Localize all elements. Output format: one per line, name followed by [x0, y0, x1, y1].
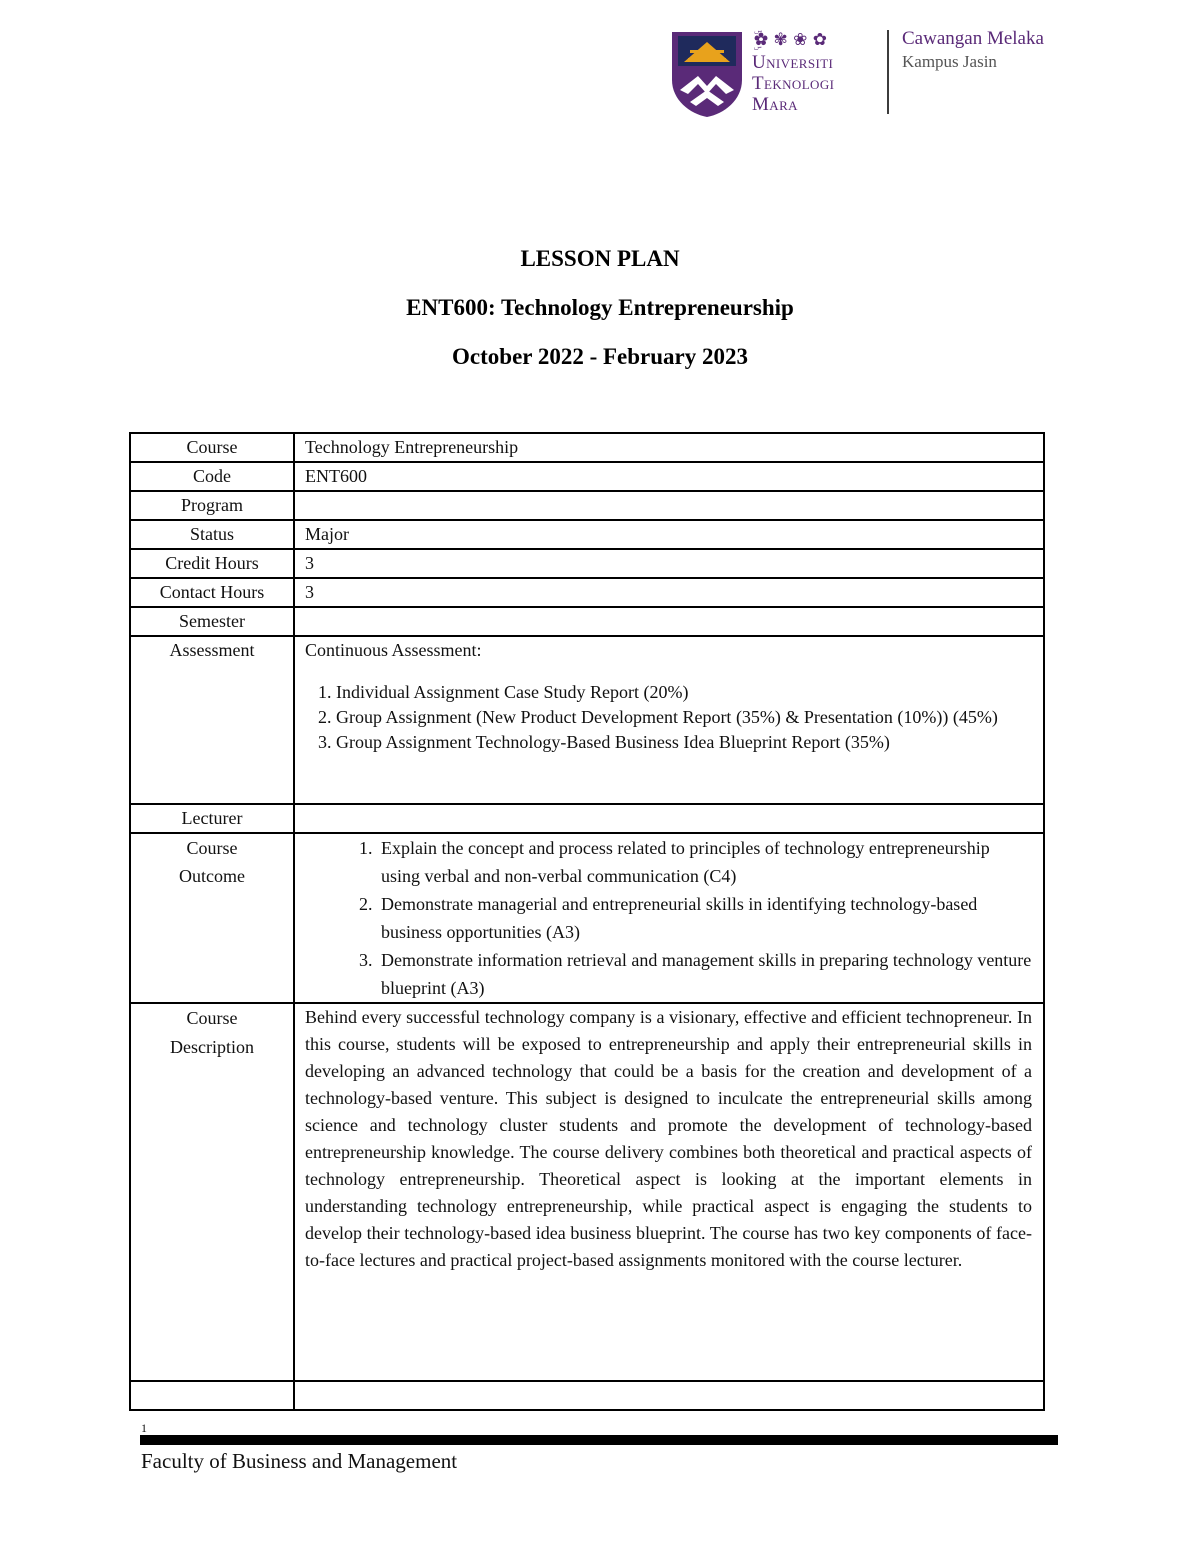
- branch-name: Cawangan Melaka: [902, 28, 1044, 49]
- course-description-value: Behind every successful technology company is a visionary, effective and efficient technopreneur. In this course, students will be exposed to entrepreneurship and apply their entrepreneurial skills in developing an advanced technology that could be a basis for the creation and development of a technology-based venture. This subject is designed to inculcate the entrepreneurial skills among science and technology cluster students and promote the development of technology-based entrepreneurship knowledge. The course delivery combines both theoretical and practical aspects of technology entrepreneurship. Theoretical aspect is looking at the important elements in understanding technology entrepreneurship, while practical aspect is engaging the students to develop their technology-based idea business blueprint. The course has two key components of face-to-face lectures and practical project-based assignments monitored with the course lecturer.: [294, 1003, 1044, 1381]
- contact-hours-label: Contact Hours: [130, 578, 294, 607]
- assessment-label: Assessment: [130, 636, 294, 804]
- course-title: ENT600: Technology Entrepreneurship: [406, 295, 794, 320]
- table-row: [130, 804, 1044, 833]
- faculty-name: Faculty of Business and Management: [141, 1449, 458, 1473]
- assessment-value: [294, 636, 1044, 804]
- status-value: Major: [294, 520, 1044, 549]
- table-row: [130, 433, 1044, 462]
- course-outcome-label-line1: Course: [186, 838, 238, 858]
- table-row: [130, 520, 1044, 549]
- credit-hours-value: 3: [294, 549, 1044, 578]
- code-value: ENT600: [294, 462, 1044, 491]
- uitm-shield-logo: [668, 28, 746, 118]
- list-item: 2. Demonstrate managerial and entrepreneurial skills in identifying technology-based business opportunities (A3): [377, 890, 1032, 946]
- course-label: Course: [130, 433, 294, 462]
- list-item: 2. Group Assignment (New Product Development Report (35%) & Presentation (10%)) (45%): [336, 705, 1032, 730]
- course-value: Technology Entrepreneurship: [294, 433, 1044, 462]
- period-title: October 2022 - February 2023: [452, 344, 748, 369]
- status-label: Status: [130, 520, 294, 549]
- empty-cell: [130, 1381, 294, 1410]
- list-item: 3. Demonstrate information retrieval and management skills in preparing technology venture blueprint (A3): [377, 946, 1032, 1002]
- semester-label: Semester: [130, 607, 294, 636]
- empty-cell: [294, 1381, 1044, 1410]
- lecturer-label: Lecturer: [130, 804, 294, 833]
- assessment-list: [305, 680, 1032, 755]
- footer-divider: [140, 1435, 1058, 1445]
- outcome-list: [305, 834, 1032, 1002]
- list-item: 1. Individual Assignment Case Study Report (20%): [336, 680, 1032, 705]
- course-description-label: [130, 1003, 294, 1381]
- jawi-script: ✿ۣۜ ✾ ❀ ✿: [754, 30, 827, 50]
- list-item: 1. Explain the concept and process related to principles of technology entrepreneurship using verbal and non-verbal communication (C4): [377, 834, 1032, 890]
- code-label: Code: [130, 462, 294, 491]
- table-row: [130, 833, 1044, 1003]
- doc-type-title: LESSON PLAN: [520, 246, 680, 271]
- page-number: 1: [141, 1421, 147, 1435]
- course-outcome-value: [294, 833, 1044, 1003]
- table-row: [130, 578, 1044, 607]
- course-outcome-label-line2: Outcome: [179, 866, 245, 886]
- logo-divider: [887, 30, 889, 114]
- lecturer-value: [294, 804, 1044, 833]
- table-row: [130, 1381, 1044, 1410]
- course-outcome-label: [130, 833, 294, 1003]
- table-row: [130, 491, 1044, 520]
- program-label: Program: [130, 491, 294, 520]
- course-description-label-line1: Course: [186, 1008, 238, 1028]
- university-name: Universiti Teknologi Mara: [752, 52, 835, 115]
- uitm-logo: [668, 28, 1068, 120]
- semester-value: [294, 607, 1044, 636]
- program-value: [294, 491, 1044, 520]
- assessment-intro: Continuous Assessment:: [305, 640, 482, 660]
- contact-hours-value: 3: [294, 578, 1044, 607]
- campus-name: Kampus Jasin: [902, 52, 997, 71]
- course-description-label-line2: Description: [170, 1037, 254, 1057]
- table-row: [130, 549, 1044, 578]
- lesson-plan-table: [129, 432, 1045, 1411]
- list-item: 3. Group Assignment Technology-Based Business Idea Blueprint Report (35%): [336, 730, 1032, 755]
- table-row: [130, 1003, 1044, 1381]
- table-row: [130, 607, 1044, 636]
- table-row: [130, 462, 1044, 491]
- credit-hours-label: Credit Hours: [130, 549, 294, 578]
- table-row: [130, 636, 1044, 804]
